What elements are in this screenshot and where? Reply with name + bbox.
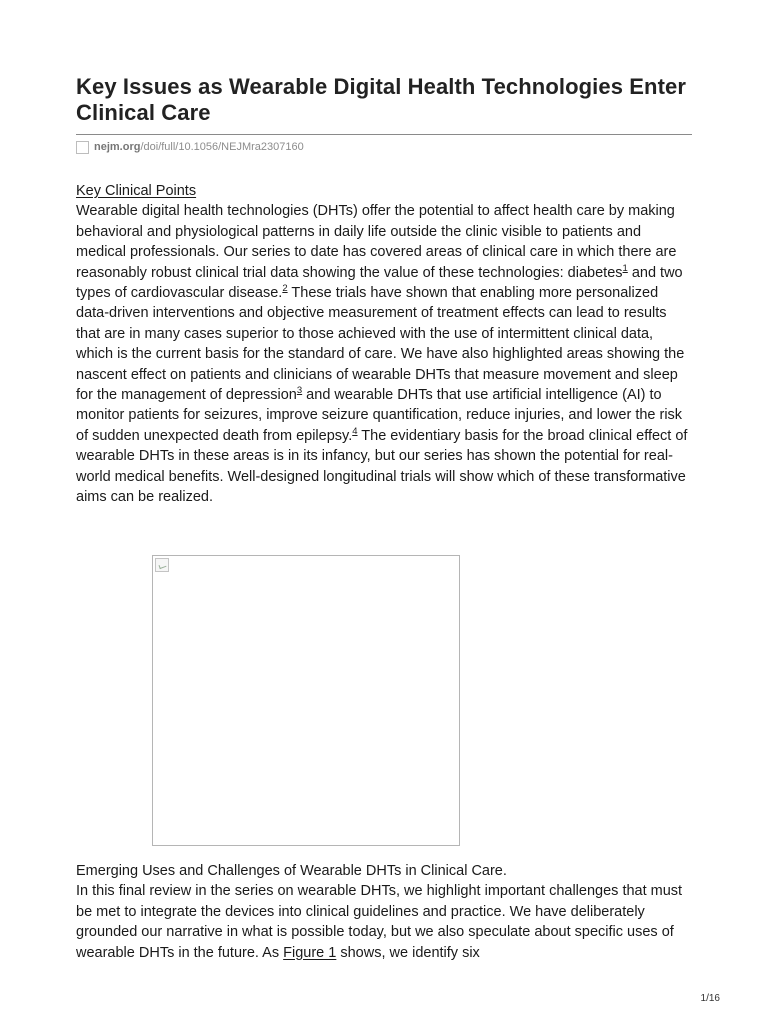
paragraph-text: These trials have shown that enabling more personalized data-driven interventions and objective measurement of treatment effects can lead to results that are in many cases superior to those achieved with the use of intermittent clinical data, which is the current basis for the standard of care. We have also highlighted areas showing the nascent effect on patients and clinicians of wearable DHTs that measure movement and sleep for the management of depression (76, 285, 685, 404)
section-heading-key-clinical-points[interactable]: Key Clinical Points (76, 183, 197, 199)
body-paragraph-final-review (76, 881, 692, 963)
paragraph-text: and two types of cardiovascular disease. (76, 264, 683, 302)
paragraph-text: In this final review in the series on wearable DHTs, we highlight important challenges that must be met to integrate the devices into clinical guidelines and practice. We have deliberately grounded our narrative in what is possible today, but we also speculate about specific uses of wearable DHTs in the future. As (76, 883, 683, 961)
article-header (76, 74, 692, 508)
reference-link-3[interactable]: 3 (296, 385, 303, 397)
section-heading-emerging-uses: Emerging Uses and Challenges of Wearable DHTs in Clinical Care. (76, 863, 507, 879)
section-emerging-uses (76, 861, 692, 963)
source-domain: nejm.org (94, 141, 141, 153)
title-divider (76, 134, 692, 135)
page-number: 1/16 (700, 993, 720, 1004)
paragraph-text: and wearable DHTs that use artificial intelligence (AI) to monitor patients for seizures, improve seizure quantification, reduce injuries, and lower the risk of sudden unexpected death from epilepsy. (76, 387, 683, 444)
source-line[interactable] (76, 139, 692, 155)
figure-image-placeholder[interactable] (152, 555, 460, 846)
source-path: /doi/full/10.1056/NEJMra2307160 (140, 141, 304, 153)
figure-1-link[interactable]: Figure 1 (283, 944, 337, 961)
broken-favicon-icon (76, 141, 89, 154)
reference-link-2[interactable]: 2 (282, 283, 288, 295)
body-paragraph-intro (76, 201, 692, 507)
reference-link-4[interactable]: 4 (352, 426, 358, 438)
paragraph-text: Wearable digital health technologies (DHTs) offer the potential to affect health care by making behavioral and physiological patterns in daily life outside the clinic visible to patients and medical professionals. Our series to date has covered areas of clinical care in which there are reasonably robust clinical trial data showing the value of these technologies: diabetes (76, 203, 677, 281)
paragraph-text: shows, we identify six (336, 944, 480, 961)
paragraph-text: The evidentiary basis for the broad clinical effect of wearable DHTs in these areas is in its infancy, but our series has shown the potential for real-world medical benefits. Well-designed longitudinal trials will show which of these transformative aims can be realized. (76, 427, 688, 506)
article-title: Key Issues as Wearable Digital Health Technologies Enter Clinical Care (76, 74, 686, 125)
reference-link-1[interactable]: 1 (622, 262, 628, 274)
broken-image-icon (155, 558, 169, 572)
